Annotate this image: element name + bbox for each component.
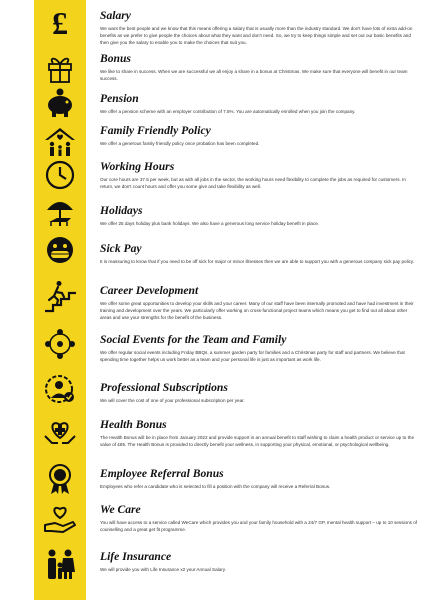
section-text: We offer some great opportunities to develop your skills and your career. Many of our staff have been internally promoted and have had investment in their training and development over the years. We particularly offer working on cross-functional project teams which means you get to find out all about other areas and use your strengths for the benefit of the business. <box>100 301 414 320</box>
people-circle-icon <box>42 328 78 360</box>
section-text: You will have access to a service called WeCare which provides you and your family household with a 24/7 GP, mental health support – up to 10 sessions of counselling and a great get fit programme. <box>100 520 418 532</box>
stairs-climber-icon <box>42 280 78 312</box>
section-title: Holidays <box>100 204 143 217</box>
heart-hands-icon <box>42 416 78 448</box>
section-title: Career Development <box>100 284 199 297</box>
piggy-bank-icon <box>42 87 78 119</box>
award-medal-icon <box>42 463 78 495</box>
benefit-professional-subscriptions <box>100 381 418 405</box>
benefit-sick-pay <box>100 242 418 266</box>
benefit-life-insurance <box>100 550 418 574</box>
clock-icon <box>42 159 78 191</box>
section-text: Employees who refer a candidate who is selected to fill a position with the company will receive a Referral Bonus. <box>100 484 331 489</box>
caring-hand-icon <box>42 503 78 535</box>
section-title: Pension <box>100 92 139 105</box>
section-text: We offer regular social events including Friday BBQs, a summer garden party for families and a Christmas party for staff and partners. We believe that spending time together helps us work better as a team and your personal life is just as important as work life. <box>100 350 405 362</box>
beach-umbrella-icon <box>42 196 78 228</box>
benefit-pension <box>100 92 418 116</box>
section-text: The Health Bonus will be in place from January 2022 and provide support in an annual benefit to staff wishing to claim a health product or service up to the value of £85. The Health Bonus is provided to directly benefit your wellness, in supporting your physical, emotional, or psychological wellbeing. <box>100 435 415 447</box>
section-title: Salary <box>100 9 131 22</box>
section-title: Life Insurance <box>100 550 172 563</box>
section-text: We offer 25 days holiday plus bank holidays. We also have a generous long service holiday benefit in place. <box>100 221 320 226</box>
section-title: We Care <box>100 503 141 516</box>
section-title: Social Events for the Team and Family <box>100 333 287 346</box>
benefit-working-hours <box>100 160 418 191</box>
benefit-employee-referral <box>100 467 418 491</box>
section-title: Family Friendly Policy <box>100 124 211 137</box>
benefit-salary <box>100 9 418 47</box>
section-text: We will provide you with Life Insurance x2 your Annual Salary. <box>100 567 226 572</box>
section-title: Health Bonus <box>100 418 167 431</box>
benefit-career-development <box>100 284 418 322</box>
section-title: Sick Pay <box>100 242 142 255</box>
section-text: We want the best people and we know that this means offering a salary that is usually more than the industry standard. We don't have lots of extra add-on benefits as we prefer to give people the choices about what they want and don't need. So, we try to keep things simple and set out our basic benefits and then give you the salary to enable you to make the choices that suit you. <box>100 26 413 45</box>
section-text: We will cover the cost of one of your professional subscription per year. <box>100 398 245 403</box>
benefit-health-bonus <box>100 418 418 449</box>
certified-person-icon <box>42 373 78 405</box>
section-title: Professional Subscriptions <box>100 381 228 394</box>
section-text: We offer a pension scheme with an employer contribution of 7.5%. You are automatically enrolled when you join the company. <box>100 109 356 114</box>
section-text: Our core hours are 37.5 per week, but as with all jobs in the sector, the working hours need flexibility to complete the jobs as required for customers. In return, we don't count hours and offer you some give and take flexibility as well. <box>100 177 406 189</box>
section-text: It is reassuring to know that if you need to be off sick for major or minor illnesses then we are able to support you with a generous company sick pay policy. <box>100 259 415 264</box>
svg-text:£: £ <box>52 5 68 41</box>
benefit-bonus <box>100 52 418 83</box>
pound-sign-icon <box>42 5 78 41</box>
benefit-social-events <box>100 333 418 364</box>
benefit-holidays <box>100 204 418 228</box>
family-house-icon <box>42 125 78 157</box>
gift-box-icon <box>42 52 78 84</box>
benefit-we-care <box>100 503 418 534</box>
family-icon <box>42 548 78 580</box>
section-title: Bonus <box>100 52 131 65</box>
sick-face-icon <box>42 234 78 266</box>
section-text: We like to share in success. When we are successful we all enjoy a share in a bonus at Christmas. We make sure that everyone will benefit in our team success. <box>100 69 408 81</box>
section-text: We offer a generous family friendly policy once probation has been completed. <box>100 141 260 146</box>
section-title: Employee Referral Bonus <box>100 467 224 480</box>
benefit-family-friendly <box>100 124 418 148</box>
section-title: Working Hours <box>100 160 175 173</box>
